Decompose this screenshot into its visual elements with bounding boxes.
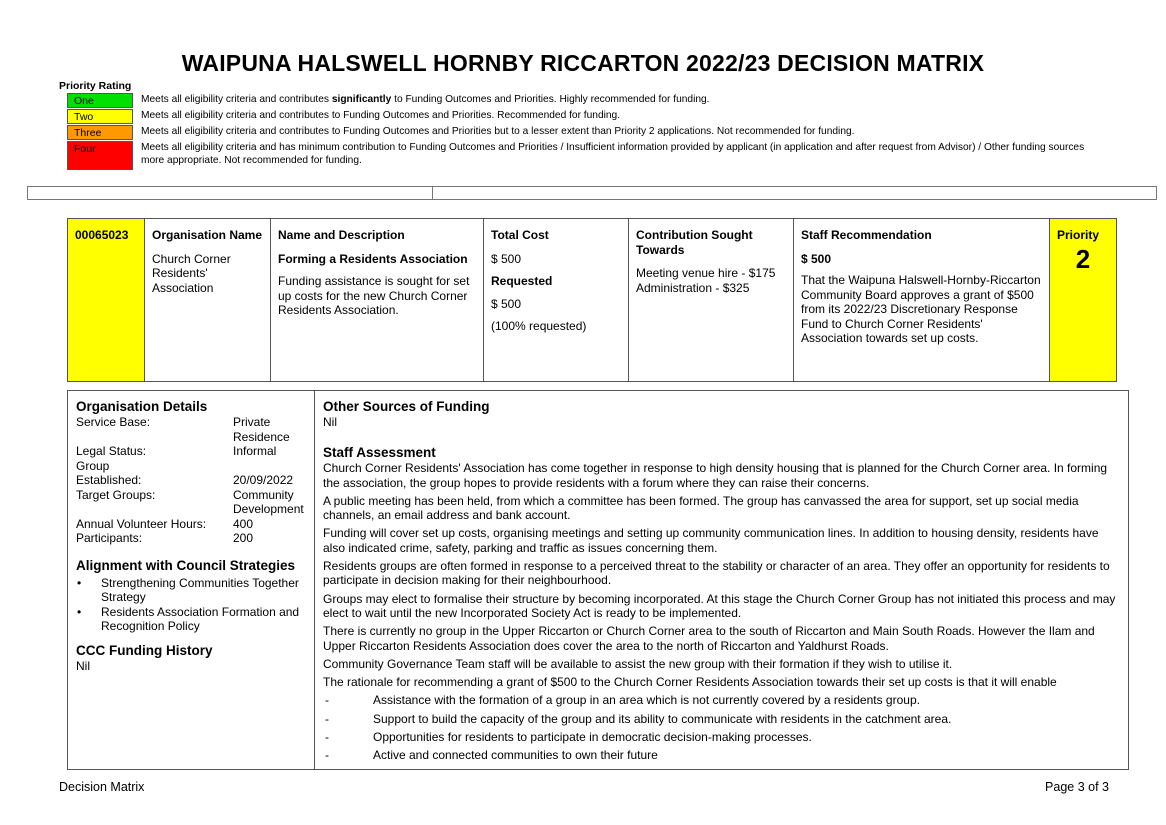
staff-recommendation-cell <box>794 219 1050 382</box>
priority-badge-three: Three <box>67 125 133 140</box>
rationale-item: - Support to build the capacity of the group and its ability to communicate with residents in the catchment area. <box>323 712 1119 726</box>
assessment-paragraph: The rationale for recommending a grant of $500 to the Church Corner Residents Association towards their set up costs is that it will enable <box>323 675 1057 690</box>
detail-row: Service Base: Private Residence <box>76 415 290 444</box>
alignment-heading: Alignment with Council Strategies <box>76 557 296 573</box>
rationale-item: - Opportunities for residents to participate in democratic decision-making processes. <box>323 730 1119 744</box>
assessment-paragraph: Funding will cover set up costs, organising meetings and setting up community communication lines. In addition to housing density, residents have also indicated crime, safety, parking and traffic as issues concerning them. <box>323 526 1099 555</box>
total-cost-value: $ 500 <box>491 251 522 266</box>
priority-value: 2 <box>1075 243 1091 274</box>
priority-row-one <box>67 93 1137 109</box>
application-id: 00065023 <box>68 219 145 382</box>
priority-badge-four: Four <box>67 141 133 170</box>
priority-cell <box>1050 219 1117 382</box>
assessment-paragraph: Residents groups are often formed in response to a perceived threat to the stability or character of an area. They offer an opportunity for residents to participate in decision making for their neighbourhood. <box>323 559 1110 588</box>
priority-row-two <box>67 109 1137 125</box>
requested-amount: $ 500 <box>491 296 522 311</box>
requested-percent: (100% requested) <box>491 319 587 333</box>
assessment-paragraph: Community Governance Team staff will be available to assist the new group with their formation if they wish to utilise it. <box>323 656 953 671</box>
priority-desc-four: Meets all eligibility criteria and has minimum contribution to Funding Outcomes and Priorities / Insufficient information provided by applicant (in application and after request from Advisor) / Other funding sources more appropriate. Not recommended for funding. <box>141 142 1085 166</box>
project-name: Forming a Residents Association <box>278 251 468 266</box>
staff-recommendation-amount: $ 500 <box>801 251 832 266</box>
contribution-header: Contribution Sought Towards <box>636 228 753 257</box>
project-description: Funding assistance is sought for set up costs for the new Church Corner Residents Association. <box>278 274 470 317</box>
project-cell <box>271 219 484 382</box>
staff-assessment-heading: Staff Assessment <box>323 445 436 461</box>
cost-cell <box>484 219 629 382</box>
assessment-column <box>323 399 1119 767</box>
footer-left: Decision Matrix <box>59 780 145 794</box>
detail-row: Group <box>76 458 110 473</box>
separator-bar <box>27 186 1157 200</box>
priority-desc-two: Meets all eligibility criteria and contributes to Funding Outcomes and Priorities. Recommended for funding. <box>141 110 621 121</box>
alignment-list <box>76 576 314 634</box>
priority-row-four <box>67 141 1137 166</box>
other-sources-value: Nil <box>323 415 337 429</box>
detail-row: Established: 20/09/2022 <box>76 473 294 487</box>
assessment-paragraph: Church Corner Residents' Association has come together in response to high density housing that is planned for the Church Corner area. In forming the association, the group hopes to provide residents with a forum where they can raise their concerns. <box>323 461 1108 490</box>
org-name-cell <box>145 219 271 382</box>
priority-header: Priority <box>1057 228 1100 242</box>
priority-rating-label: Priority Rating <box>59 80 132 92</box>
other-sources-heading: Other Sources of Funding <box>323 399 490 414</box>
contribution-item: Meeting venue hire - $175 <box>636 266 776 280</box>
priority-row-three <box>67 125 1137 141</box>
page-title: WAIPUNA HALSWELL HORNBY RICCARTON 2022/23 DECISION MATRIX <box>181 50 985 76</box>
priority-desc-three: Meets all eligibility criteria and contributes to Funding Outcomes and Priorities but to a lesser extent than Priority 2 applications. Not recommended for funding. <box>141 126 855 137</box>
contribution-item: Administration - $325 <box>636 280 750 295</box>
project-header: Name and Description <box>278 228 405 242</box>
detail-row: Annual Volunteer Hours: 400 <box>76 516 254 531</box>
total-cost-header: Total Cost <box>491 228 549 242</box>
requested-label: Requested <box>491 274 553 288</box>
details-panel <box>67 390 1129 770</box>
org-details-heading: Organisation Details <box>76 399 208 414</box>
rationale-item: - Assistance with the formation of a group in an area which is not currently covered by a residents group. <box>323 693 1119 707</box>
funding-history-heading: CCC Funding History <box>76 642 213 658</box>
priority-badge-two: Two <box>67 109 133 124</box>
list-item: • Strengthening Communities Together Strategy <box>76 576 314 605</box>
detail-row: Participants: 200 <box>76 531 254 545</box>
assessment-paragraph: A public meeting has been held, from which a committee has been formed. The group has canvassed the area for support, set up social media channels, an email address and bank account. <box>323 493 1079 523</box>
detail-row: Target Groups: Community Development <box>76 487 304 516</box>
staff-recommendation-header: Staff Recommendation <box>801 228 932 242</box>
rationale-item: - Active and connected communities to own their future <box>323 748 1119 762</box>
footer-page-number: Page 3 of 3 <box>1045 780 1109 794</box>
org-name-header: Organisation Name <box>152 228 263 242</box>
priority-badge-one: One <box>67 93 133 108</box>
funding-history-value: Nil <box>76 658 90 673</box>
contribution-cell <box>629 219 794 382</box>
staff-recommendation-text: That the Waipuna Halswell-Hornby-Riccarton Community Board approves a grant of $500 from its 2022/23 Discretionary Response Fund to Church Corner Residents' Association towards set up costs. <box>801 273 1041 345</box>
org-name: Church Corner Residents' Association <box>152 251 231 295</box>
assessment-paragraph: There is currently no group in the Upper Riccarton or Church Corner area to the south of Riccarton and Main South Roads. However the Ilam and Upper Riccarton Residents Association does cover the area to the north of Riccarton and Yaldhurst Roads. <box>323 624 1095 653</box>
priority-desc-one: Meets all eligibility criteria and contributes significantly to Funding Outcomes and Priorities. Highly recommended for funding. <box>141 94 710 105</box>
application-table <box>67 218 1117 382</box>
assessment-paragraph: Groups may elect to formalise their structure by becoming incorporated. At this stage the Church Corner Group has not initiated this process and may elect to wait until the new Incorporated Society Act is ready to be implemented. <box>323 591 1116 620</box>
org-details-column <box>68 391 315 769</box>
detail-row: Legal Status: Informal <box>76 444 277 458</box>
list-item: • Residents Association Formation and Recognition Policy <box>76 605 314 634</box>
